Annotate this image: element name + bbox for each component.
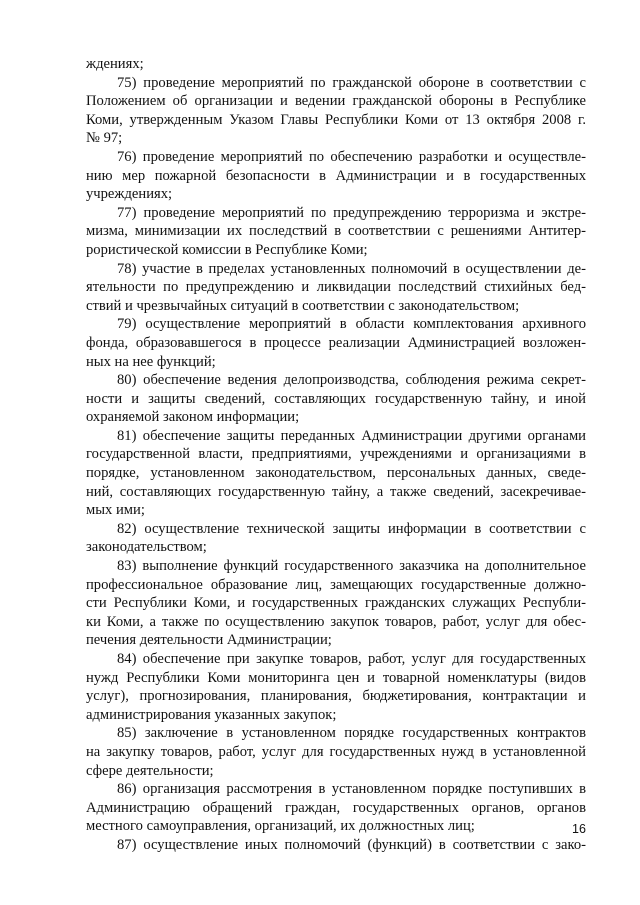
paragraph-76-line: учреждениях; <box>86 186 173 203</box>
paragraph-77-line: 77) проведение мероприятий по предупреждению терроризма и экстре- <box>117 204 586 221</box>
paragraph-75-line: Коми, утвержденным Указом Главы Республики Коми от 13 октября 2008 г. <box>86 111 586 128</box>
paragraph-83-line: печения деятельности Администрации; <box>86 632 332 649</box>
paragraph-85-line: 85) заключение в установленном порядке государственных контрактов <box>117 725 586 742</box>
paragraph-81-line: ний, составляющих государственную тайну, а также сведений, засекречивае- <box>86 483 586 500</box>
paragraph-83-line: сти Республики Коми, и государственных гражданских служащих Республи- <box>86 595 586 612</box>
paragraph-84-line: услуг), прогнозирования, планирования, бюджетирования, контрактации и <box>86 688 586 705</box>
paragraph-78-line: 78) участие в пределах установленных полномочий в осуществлении де- <box>117 260 586 277</box>
paragraph-84-line: администрирования указанных закупок; <box>86 706 337 723</box>
paragraph-81-line: государственной власти, предприятиями, учреждениями и организациями в <box>86 446 586 463</box>
paragraph-75-line: 75) проведение мероприятий по гражданской обороне в соответствии с <box>117 74 586 91</box>
paragraph-78-line: ятельности по предупреждению и ликвидации последствий стихийных бед- <box>86 279 586 296</box>
paragraph-79-line: фонда, образовавшегося в процессе реализации Администрацией возложен- <box>86 334 586 351</box>
paragraph-76-line: нию мер пожарной безопасности в Администрации и в государственных <box>86 167 586 184</box>
paragraph-77-line: рористической комиссии в Республике Коми; <box>86 241 368 258</box>
paragraph-84-line: нужд Республики Коми мониторинга цен и товарной номенклатуры (видов <box>86 669 586 686</box>
paragraph-76-line: 76) проведение мероприятий по обеспечению разработки и осуществле- <box>117 148 586 165</box>
paragraph-87-line: 87) осуществление иных полномочий (функций) в соответствии с зако- <box>117 836 586 853</box>
paragraph-80-line: охраняемой законом информации; <box>86 409 300 426</box>
paragraph-86-line: местного самоуправления, организаций, их должностных лиц; <box>86 818 475 835</box>
paragraph-75-line: Положением об организации и ведении гражданской обороны в Республике <box>86 93 586 110</box>
paragraph-79-line: 79) осуществление мероприятий в области комплектования архивного <box>117 316 586 333</box>
paragraph-81-line: мых ими; <box>86 502 145 519</box>
paragraph-82-line: законодательством; <box>86 539 207 556</box>
paragraph-85-line: сфере деятельности; <box>86 762 214 779</box>
paragraph-80-line: ности и защиты сведений, составляющих государственную тайну, и иной <box>86 390 586 407</box>
paragraph-77-line: мизма, минимизации их последствий в соответствии с решениями Антитер- <box>86 223 586 240</box>
paragraph-86-line: 86) организация рассмотрения в установленном порядке поступивших в <box>117 781 586 798</box>
paragraph-79-line: ных на нее функций; <box>86 353 216 370</box>
page-number: 16 <box>572 822 586 836</box>
paragraph-82-line: 82) осуществление технической защиты информации в соответствии с <box>117 520 586 537</box>
paragraph-85-line: на закупку товаров, работ, услуг для государственных нужд в установленной <box>86 743 586 760</box>
document-body <box>86 55 586 855</box>
paragraph-78-line: ствий и чрезвычайных ситуаций в соответствии с законодательством; <box>86 297 520 314</box>
paragraph-83-line: профессиональное образование лиц, замещающих государственные должно- <box>86 576 586 593</box>
paragraph-83-line: ки Коми, а также по осуществлению закупок товаров, работ, услуг для обес- <box>86 613 586 630</box>
paragraph-75-line: № 97; <box>86 130 123 147</box>
paragraph-80-line: 80) обеспечение ведения делопроизводства, соблюдения режима секрет- <box>117 372 586 389</box>
paragraph-83-line: 83) выполнение функций государственного заказчика на дополнительное <box>117 558 586 575</box>
paragraph-81-line: 81) обеспечение защиты переданных Администрации другими органами <box>117 427 586 444</box>
text-line: ждениях; <box>86 56 144 72</box>
paragraph-86-line: Администрацию обращений граждан, государственных органов, органов <box>86 799 586 816</box>
paragraph-84-line: 84) обеспечение при закупке товаров, работ, услуг для государственных <box>117 651 586 667</box>
paragraph-81-line: порядке, установленном законодательством, персональных данных, сведе- <box>86 465 586 482</box>
